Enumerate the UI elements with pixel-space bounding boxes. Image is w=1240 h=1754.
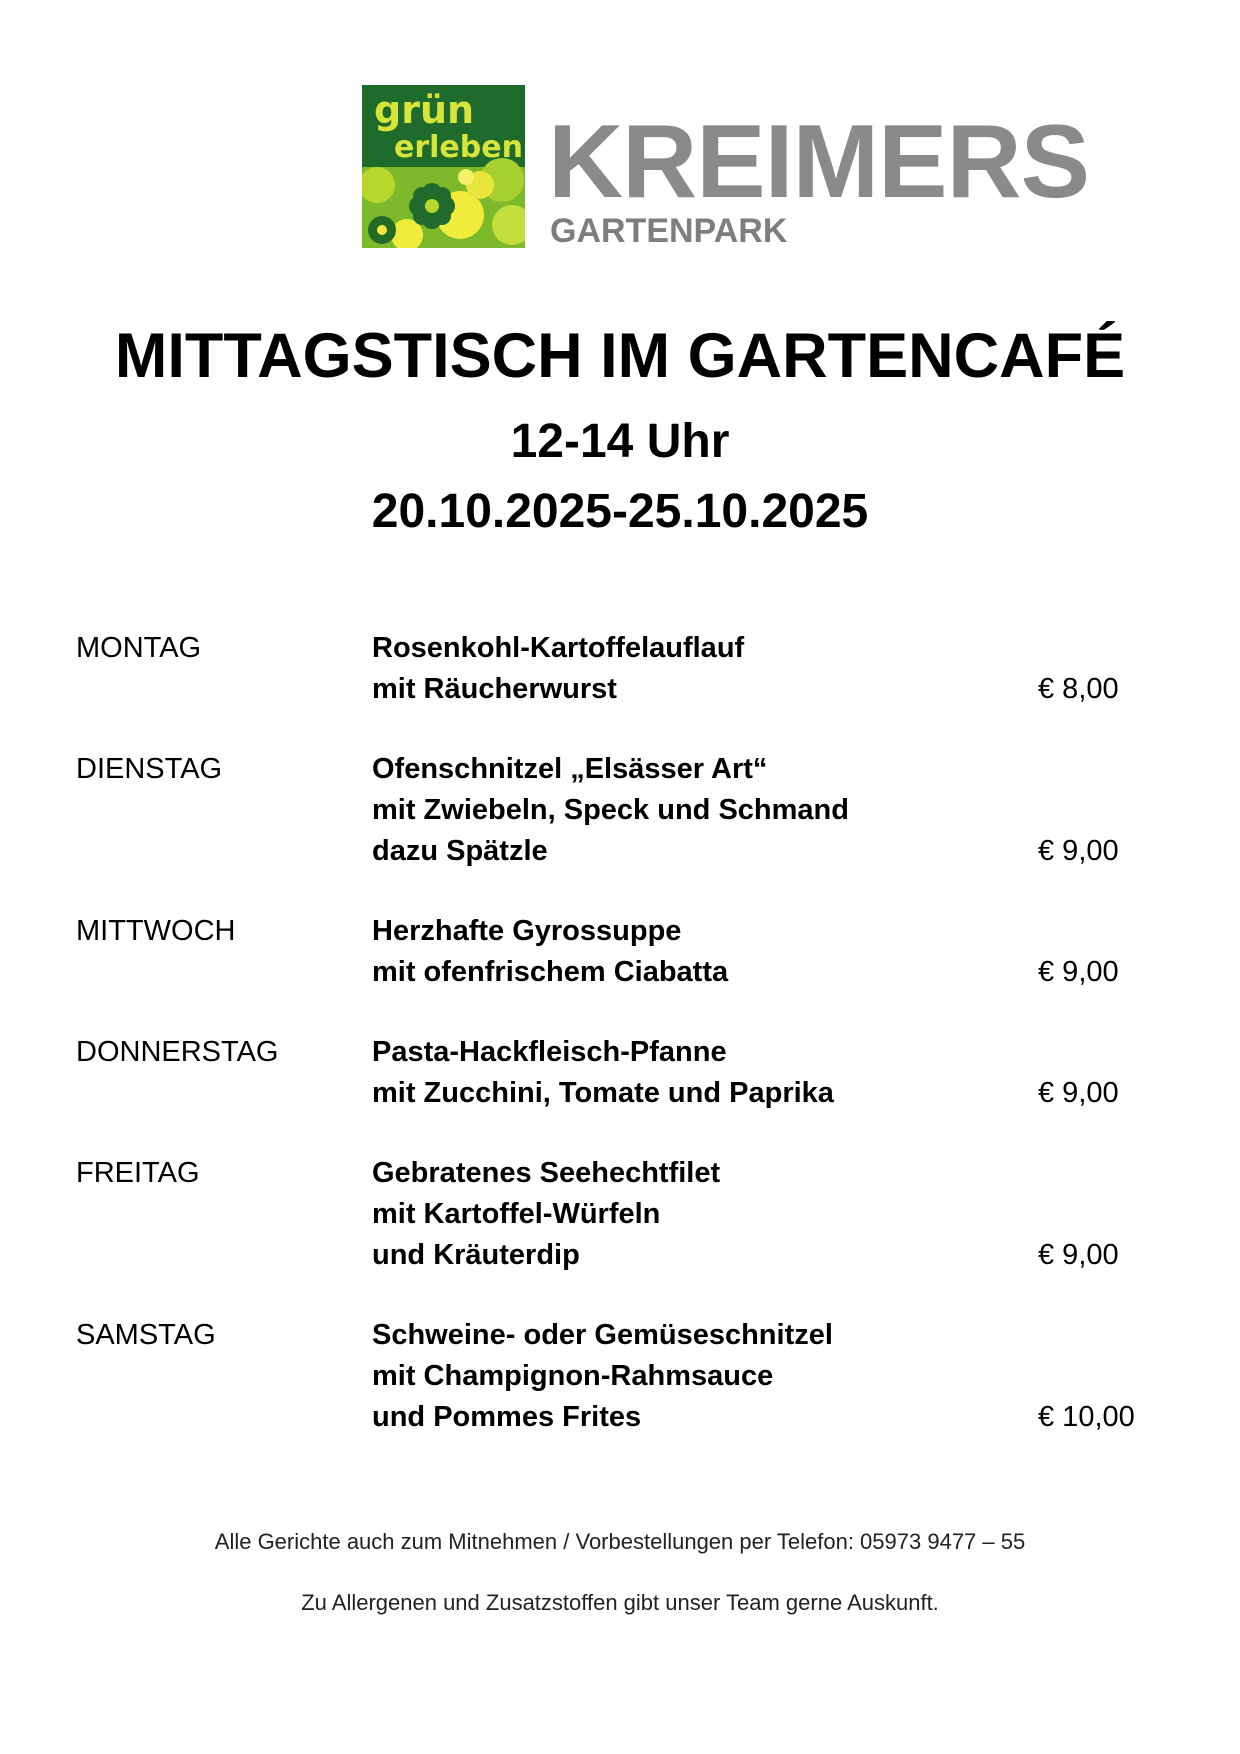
service-hours: 12-14 Uhr	[510, 415, 730, 468]
menu-day: FREITAG	[76, 1157, 200, 1189]
menu-row	[0, 1315, 1240, 1438]
menu-dish	[372, 628, 744, 710]
menu-price: € 9,00	[1038, 835, 1119, 867]
flower-logo-icon	[362, 85, 525, 248]
menu-row	[0, 1032, 1240, 1114]
menu-dish-line: dazu Spätzle	[372, 835, 548, 867]
menu-dish-line: mit Kartoffel-Würfeln	[372, 1198, 661, 1230]
menu-dish-line: mit ofenfrischem Ciabatta	[372, 956, 729, 988]
menu-dish	[372, 1153, 720, 1276]
footer-allergen-note: Zu Allergenen und Zusatzstoffen gibt unser Team gerne Auskunft.	[301, 1590, 939, 1615]
menu-dish-line: mit Zwiebeln, Speck und Schmand	[372, 794, 849, 826]
menu-day: DIENSTAG	[76, 753, 223, 785]
menu-dish	[372, 911, 728, 993]
menu-price: € 9,00	[1038, 1077, 1119, 1109]
menu-row	[0, 911, 1240, 993]
menu-dish-line: Schweine- oder Gemüseschnitzel	[372, 1319, 833, 1351]
menu-day: SAMSTAG	[76, 1319, 216, 1351]
svg-text:grün: grün	[374, 88, 475, 132]
menu-dish	[372, 1315, 833, 1438]
menu-dish-line: mit Räucherwurst	[372, 673, 617, 705]
menu-dish-line: Herzhafte Gyrossuppe	[372, 915, 682, 947]
menu-dish-line: Ofenschnitzel „Elsässer Art“	[372, 753, 768, 785]
menu-dish-line: und Pommes Frites	[372, 1401, 642, 1433]
page-title: MITTAGSTISCH IM GARTENCAFÉ	[114, 321, 1126, 391]
brand-name: KREIMERS	[548, 104, 1089, 220]
gruen-erleben-logo	[362, 85, 525, 248]
menu-price: € 9,00	[1038, 1239, 1119, 1271]
menu-price: € 9,00	[1038, 956, 1119, 988]
menu-dish-line: mit Zucchini, Tomate und Paprika	[372, 1077, 834, 1109]
svg-text:erleben: erleben	[394, 130, 523, 165]
menu-dish	[372, 1032, 834, 1114]
footer-takeaway-note: Alle Gerichte auch zum Mitnehmen / Vorbestellungen per Telefon: 05973 9477 – 55	[214, 1529, 1026, 1554]
menu-price: € 8,00	[1038, 673, 1119, 705]
menu-price: € 10,00	[1038, 1401, 1135, 1433]
menu-day: DONNERSTAG	[76, 1036, 279, 1068]
menu-dish-line: und Kräuterdip	[372, 1239, 580, 1271]
menu-dish-line: Gebratenes Seehechtfilet	[372, 1157, 721, 1189]
menu-row	[0, 628, 1240, 710]
menu-dish-line: Pasta-Hackfleisch-Pfanne	[372, 1036, 727, 1068]
menu-day: MONTAG	[76, 632, 202, 664]
menu-dish-line: mit Champignon-Rahmsauce	[372, 1360, 774, 1392]
date-range: 20.10.2025-25.10.2025	[371, 485, 869, 538]
brand-subtitle: GARTENPARK	[550, 212, 788, 250]
menu-row	[0, 749, 1240, 872]
menu-day: MITTWOCH	[76, 915, 236, 947]
menu-dish-line: Rosenkohl-Kartoffelauflauf	[372, 632, 745, 664]
menu-row	[0, 1153, 1240, 1276]
menu-dish	[372, 749, 849, 872]
